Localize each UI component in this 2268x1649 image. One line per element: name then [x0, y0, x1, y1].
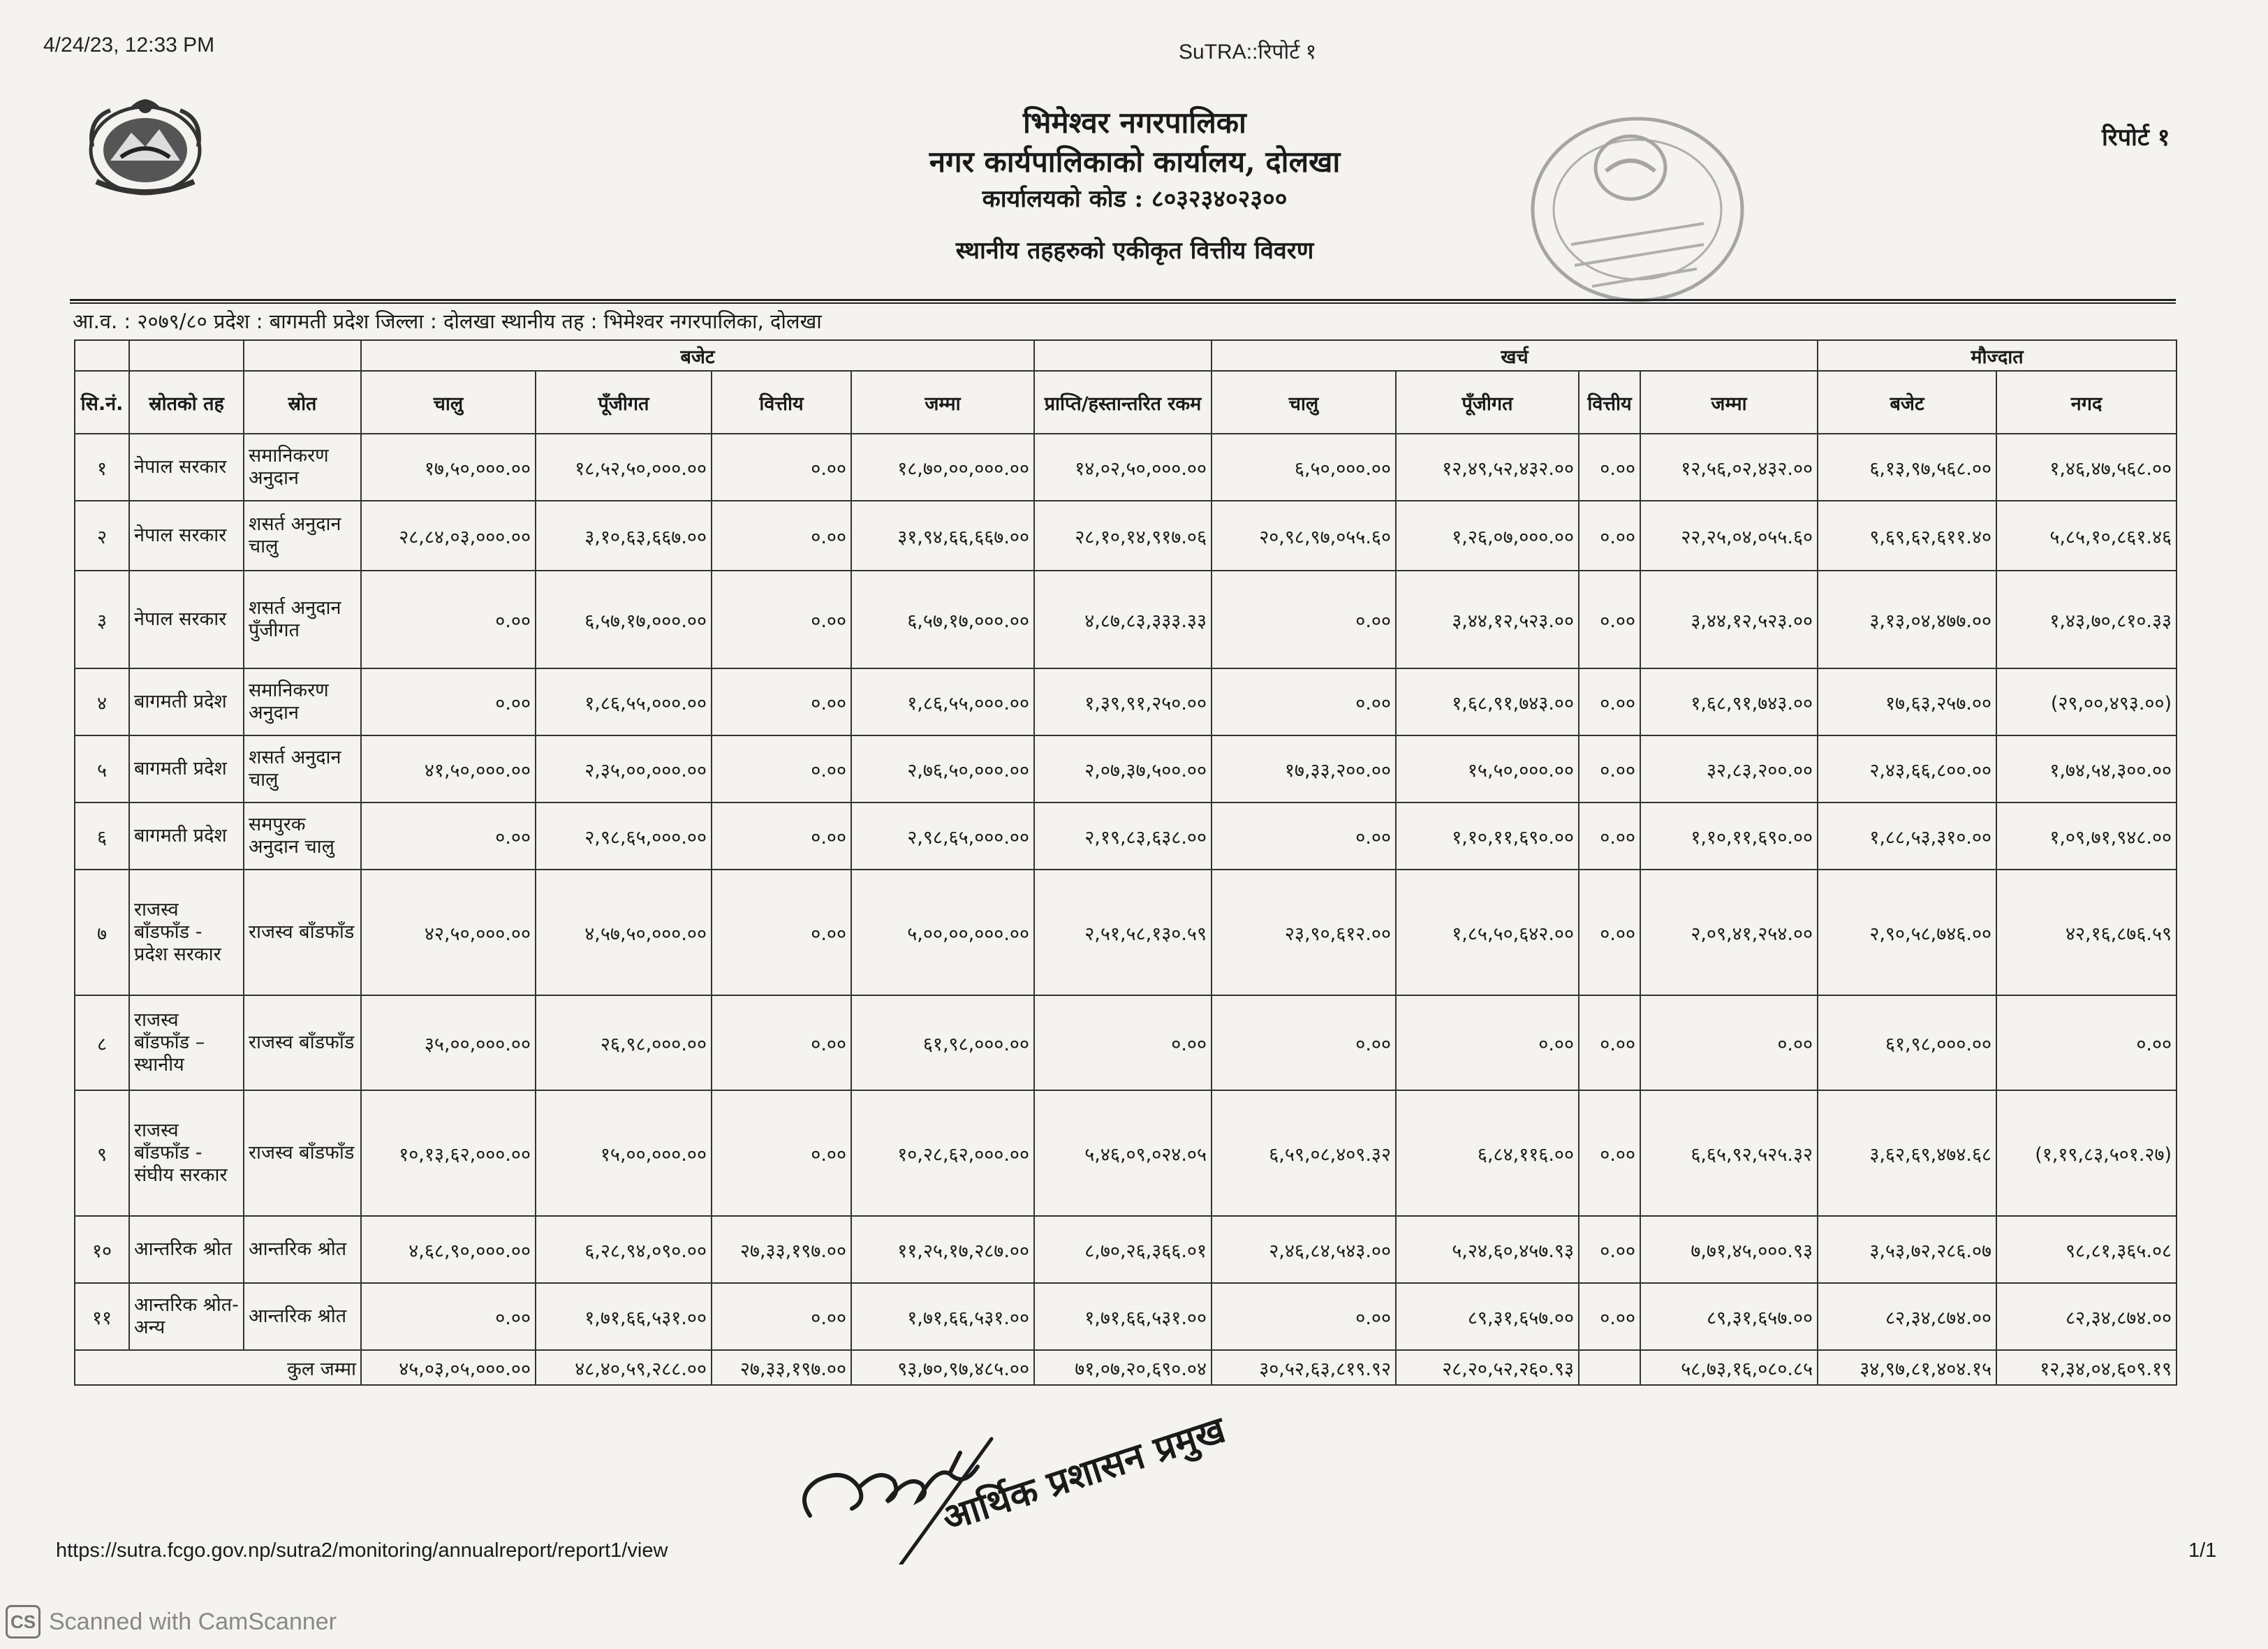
header-rule — [70, 299, 2176, 304]
amount-cell: ०.०० — [712, 1090, 851, 1216]
amount-cell: ०.०० — [712, 668, 851, 735]
page-number: 1/1 — [2188, 1539, 2217, 1562]
amount-cell: ०.०० — [1579, 501, 1640, 571]
total-cell: ५८,७३,१६,०८०.८५ — [1640, 1350, 1818, 1385]
source-level-cell: नेपाल सरकार — [129, 501, 244, 571]
source-cell: समानिकरण अनुदान — [244, 434, 361, 501]
total-cell: २८,२०,५२,२६०.९३ — [1396, 1350, 1579, 1385]
amount-cell: १०,१३,६२,०००.०० — [361, 1090, 536, 1216]
group-header-balance: मौज्दात — [1818, 340, 2177, 371]
table-row — [75, 668, 2177, 735]
col-header-exp-total: जम्मा — [1640, 371, 1818, 434]
corner-cell — [129, 340, 244, 371]
amount-cell: ०.०० — [1579, 1216, 1640, 1283]
group-header-budget: बजेट — [361, 340, 1034, 371]
amount-cell: ०.०० — [1212, 668, 1396, 735]
amount-cell: ६१,९८,०००.०० — [1818, 995, 1996, 1090]
amount-cell: १,७४,५४,३००.०० — [1996, 735, 2177, 802]
source-level-cell: बागमती प्रदेश — [129, 802, 244, 870]
total-cell: ३०,५२,६३,८१९.९२ — [1212, 1350, 1396, 1385]
amount-cell: १,८५,५०,६४२.०० — [1396, 870, 1579, 995]
amount-cell: ०.०० — [1579, 995, 1640, 1090]
nepal-emblem-icon — [82, 91, 208, 203]
table-row — [75, 1283, 2177, 1350]
amount-cell: ८२,३४,८७४.०० — [1818, 1283, 1996, 1350]
amount-cell: ०.०० — [1579, 1090, 1640, 1216]
signatory-title: आर्थिक प्रशासन प्रमुख — [937, 1408, 1231, 1540]
amount-cell: २,९८,६५,०००.०० — [851, 802, 1034, 870]
amount-cell: ०.०० — [712, 802, 851, 870]
source-level-cell: नेपाल सरकार — [129, 434, 244, 501]
amount-cell: ०.०० — [1579, 870, 1640, 995]
scanner-text: Scanned with CamScanner — [49, 1608, 337, 1635]
total-cell: ७१,०७,२०,६९०.०४ — [1034, 1350, 1212, 1385]
amount-cell: ८,७०,२६,३६६.०१ — [1034, 1216, 1212, 1283]
amount-cell: ९८,८१,३६५.०८ — [1996, 1216, 2177, 1283]
amount-cell: ०.०० — [1579, 434, 1640, 501]
amount-cell: १,८६,५५,०००.०० — [851, 668, 1034, 735]
total-cell: ३४,९७,८१,४०४.१५ — [1818, 1350, 1996, 1385]
amount-cell: ०.०० — [712, 571, 851, 668]
sn-cell: ६ — [75, 802, 129, 870]
amount-cell: १०,२८,६२,०००.०० — [851, 1090, 1034, 1216]
amount-cell: ३,६२,६९,४७४.६८ — [1818, 1090, 1996, 1216]
source-cell: समपुरक अनुदान चालु — [244, 802, 361, 870]
amount-cell: २,७६,५०,०००.०० — [851, 735, 1034, 802]
amount-cell: १५,००,०००.०० — [536, 1090, 712, 1216]
amount-cell: ०.०० — [1640, 995, 1818, 1090]
fiscal-info-line: आ.व. : २०७९/८० प्रदेश : बागमती प्रदेश जिल्ला : दोलखा स्थानीय तह : भिमेश्वर नगरपालिका, दोलखा — [73, 309, 822, 333]
amount-cell: ०.०० — [712, 501, 851, 571]
table-row — [75, 802, 2177, 870]
org-name: भिमेश्वर नगरपालिका — [1023, 105, 1246, 140]
amount-cell: ०.०० — [712, 870, 851, 995]
amount-cell: १,३९,९१,२५०.०० — [1034, 668, 1212, 735]
amount-cell: ०.०० — [1212, 1283, 1396, 1350]
source-cell: आन्तरिक श्रोत — [244, 1283, 361, 1350]
source-cell: शसर्त अनुदान चालु — [244, 735, 361, 802]
sn-cell: २ — [75, 501, 129, 571]
source-cell: शसर्त अनुदान पुँजीगत — [244, 571, 361, 668]
amount-cell: १८,५२,५०,०००.०० — [536, 434, 712, 501]
amount-cell: ३,१३,०४,४७७.०० — [1818, 571, 1996, 668]
report-label: रिपोर्ट १ — [2102, 124, 2170, 152]
amount-cell: ०.०० — [1579, 571, 1640, 668]
amount-cell: १५,५०,०००.०० — [1396, 735, 1579, 802]
group-header-empty — [1034, 340, 1212, 371]
amount-cell: ४,६८,९०,०००.०० — [361, 1216, 536, 1283]
amount-cell: २०,९८,९७,०५५.६० — [1212, 501, 1396, 571]
amount-cell: ४२,५०,०००.०० — [361, 870, 536, 995]
amount-cell: २२,२५,०४,०५५.६० — [1640, 501, 1818, 571]
corner-cell — [75, 340, 129, 371]
app-title: SuTRA::रिपोर्ट १ — [1179, 41, 1317, 64]
source-cell: आन्तरिक श्रोत — [244, 1216, 361, 1283]
sn-cell: ४ — [75, 668, 129, 735]
table-body — [75, 434, 2177, 1350]
amount-cell: २६,९८,०००.०० — [536, 995, 712, 1090]
amount-cell: ६,५७,१७,०००.०० — [851, 571, 1034, 668]
amount-cell: ८२,३४,८७४.०० — [1996, 1283, 2177, 1350]
amount-cell: ०.०० — [1034, 995, 1212, 1090]
amount-cell: २,१९,८३,६३८.०० — [1034, 802, 1212, 870]
report-title: स्थानीय तहहरुको एकीकृत वित्तीय विवरण — [955, 237, 1314, 265]
sn-cell: ११ — [75, 1283, 129, 1350]
amount-cell: ०.०० — [1212, 571, 1396, 668]
table-row — [75, 434, 2177, 501]
amount-cell: ३५,००,०००.०० — [361, 995, 536, 1090]
total-cell: ९३,७०,९७,४८५.०० — [851, 1350, 1034, 1385]
amount-cell: २,३५,००,०००.०० — [536, 735, 712, 802]
amount-cell: १८,७०,००,०००.०० — [851, 434, 1034, 501]
total-label: कुल जम्मा — [75, 1350, 361, 1385]
amount-cell: ३,४४,१२,५२३.०० — [1640, 571, 1818, 668]
amount-cell: ०.०० — [361, 1283, 536, 1350]
amount-cell: १२,५६,०२,४३२.०० — [1640, 434, 1818, 501]
col-header-budget-current: चालु — [361, 371, 536, 434]
amount-cell: १,७१,६६,५३१.०० — [1034, 1283, 1212, 1350]
amount-cell: १,१०,११,६९०.०० — [1640, 802, 1818, 870]
amount-cell: ०.०० — [361, 668, 536, 735]
table-row — [75, 995, 2177, 1090]
amount-cell: ६,८४,११६.०० — [1396, 1090, 1579, 1216]
amount-cell: ०.०० — [361, 802, 536, 870]
amount-cell: १७,३३,२००.०० — [1212, 735, 1396, 802]
amount-cell: (१,१९,८३,५०१.२७) — [1996, 1090, 2177, 1216]
sn-cell: ९ — [75, 1090, 129, 1216]
source-level-cell: बागमती प्रदेश — [129, 735, 244, 802]
sn-cell: १ — [75, 434, 129, 501]
amount-cell: २,०७,३७,५००.०० — [1034, 735, 1212, 802]
amount-cell: ०.०० — [712, 434, 851, 501]
table-row — [75, 1090, 2177, 1216]
amount-cell: १४,०२,५०,०००.०० — [1034, 434, 1212, 501]
source-level-cell: बागमती प्रदेश — [129, 668, 244, 735]
table-row — [75, 735, 2177, 802]
total-cell: ४८,४०,५९,२८८.०० — [536, 1350, 712, 1385]
amount-cell: ०.०० — [1212, 995, 1396, 1090]
financial-statement-table — [74, 339, 2177, 1386]
amount-cell: ४१,५०,०००.०० — [361, 735, 536, 802]
col-header-exp-capital: पूँजीगत — [1396, 371, 1579, 434]
amount-cell: ०.०० — [1996, 995, 2177, 1090]
amount-cell: ५,००,००,०००.०० — [851, 870, 1034, 995]
table-row — [75, 571, 2177, 668]
amount-cell: २,५१,५८,१३०.५९ — [1034, 870, 1212, 995]
office-seal-icon — [1508, 105, 1767, 342]
amount-cell: ८९,३१,६५७.०० — [1640, 1283, 1818, 1350]
amount-cell: १,४३,७०,८१०.३३ — [1996, 571, 2177, 668]
amount-cell: ०.०० — [361, 571, 536, 668]
amount-cell: ६,२८,९४,०९०.०० — [536, 1216, 712, 1283]
amount-cell: ३,५३,७२,२८६.०७ — [1818, 1216, 1996, 1283]
amount-cell: २८,८४,०३,०००.०० — [361, 501, 536, 571]
amount-cell: ४,५७,५०,०००.०० — [536, 870, 712, 995]
col-header-budget-total: जम्मा — [851, 371, 1034, 434]
total-cell: २७,३३,१९७.०० — [712, 1350, 851, 1385]
amount-cell: १७,५०,०००.०० — [361, 434, 536, 501]
col-header-budget-capital: पूँजीगत — [536, 371, 712, 434]
amount-cell: ०.०० — [1579, 668, 1640, 735]
total-cell: ४५,०३,०५,०००.०० — [361, 1350, 536, 1385]
col-header-source-level: स्रोतको तह — [129, 371, 244, 434]
col-header-exp-financial: वित्तीय — [1579, 371, 1640, 434]
source-level-cell: आन्तरिक श्रोत — [129, 1216, 244, 1283]
amount-cell: ३,१०,६३,६६७.०० — [536, 501, 712, 571]
col-header-sn: सि.नं. — [75, 371, 129, 434]
org-code: कार्यालयको कोड : ८०३२३४०२३०० — [982, 185, 1288, 213]
amount-cell: ०.०० — [712, 995, 851, 1090]
source-level-cell: आन्तरिक श्रोत-अन्य — [129, 1283, 244, 1350]
amount-cell: ९,६९,६२,६११.४० — [1818, 501, 1996, 571]
amount-cell: २,०९,४१,२५४.०० — [1640, 870, 1818, 995]
amount-cell: २,९८,६५,०००.०० — [536, 802, 712, 870]
amount-cell: १२,४९,५२,४३२.०० — [1396, 434, 1579, 501]
amount-cell: ८९,३१,६५७.०० — [1396, 1283, 1579, 1350]
amount-cell: ०.०० — [1212, 802, 1396, 870]
amount-cell: १,०९,७१,९४८.०० — [1996, 802, 2177, 870]
amount-cell: १,६८,९१,७४३.०० — [1640, 668, 1818, 735]
amount-cell: ६,१३,९७,५६८.०० — [1818, 434, 1996, 501]
amount-cell: १७,६३,२५७.०० — [1818, 668, 1996, 735]
table-row — [75, 870, 2177, 995]
amount-cell: (२९,००,४९३.००) — [1996, 668, 2177, 735]
source-url[interactable]: https://sutra.fcgo.gov.np/sutra2/monitoring/annualreport/report1/view — [56, 1539, 668, 1562]
amount-cell: १,६८,९१,७४३.०० — [1396, 668, 1579, 735]
corner-cell — [244, 340, 361, 371]
amount-cell: ६१,९८,०००.०० — [851, 995, 1034, 1090]
amount-cell: ६,५९,०८,४०९.३२ — [1212, 1090, 1396, 1216]
amount-cell: ५,४६,०९,०२४.०५ — [1034, 1090, 1212, 1216]
amount-cell: ५,२४,६०,४५७.९३ — [1396, 1216, 1579, 1283]
col-header-received: प्राप्ति/हस्तान्तरित रकम — [1034, 371, 1212, 434]
total-cell — [1579, 1350, 1640, 1385]
amount-cell: ०.०० — [712, 1283, 851, 1350]
amount-cell: ०.०० — [1396, 995, 1579, 1090]
col-header-exp-current: चालु — [1212, 371, 1396, 434]
amount-cell: १,८६,५५,०००.०० — [536, 668, 712, 735]
amount-cell: ६,५०,०००.०० — [1212, 434, 1396, 501]
table-row — [75, 1216, 2177, 1283]
source-cell: राजस्व बाँडफाँड — [244, 1090, 361, 1216]
amount-cell: १,१०,११,६९०.०० — [1396, 802, 1579, 870]
amount-cell: ०.०० — [1579, 802, 1640, 870]
amount-cell: २,४६,८४,५४३.०० — [1212, 1216, 1396, 1283]
col-header-source: स्रोत — [244, 371, 361, 434]
amount-cell: ०.०० — [712, 735, 851, 802]
amount-cell: ३,४४,१२,५२३.०० — [1396, 571, 1579, 668]
source-cell: समानिकरण अनुदान — [244, 668, 361, 735]
source-cell: राजस्व बाँडफाँड — [244, 995, 361, 1090]
amount-cell: २७,३३,१९७.०० — [712, 1216, 851, 1283]
amount-cell: २,४३,६६,८००.०० — [1818, 735, 1996, 802]
amount-cell: १,८८,५३,३१०.०० — [1818, 802, 1996, 870]
amount-cell: ५,८५,१०,८६१.४६ — [1996, 501, 2177, 571]
group-header-expense: खर्च — [1212, 340, 1818, 371]
sn-cell: ५ — [75, 735, 129, 802]
source-cell: राजस्व बाँडफाँड — [244, 870, 361, 995]
col-header-bal-budget: बजेट — [1818, 371, 1996, 434]
amount-cell: २८,१०,१४,९१७.०६ — [1034, 501, 1212, 571]
source-cell: शसर्त अनुदान चालु — [244, 501, 361, 571]
col-header-bal-cash: नगद — [1996, 371, 2177, 434]
amount-cell: ६,५७,१७,०००.०० — [536, 571, 712, 668]
source-level-cell: राजस्व बाँडफाँड - प्रदेश सरकार — [129, 870, 244, 995]
sn-cell: ८ — [75, 995, 129, 1090]
amount-cell: ३१,९४,६६,६६७.०० — [851, 501, 1034, 571]
camscanner-logo-icon: CS — [6, 1605, 40, 1639]
amount-cell: ४२,१६,८७६.५९ — [1996, 870, 2177, 995]
col-header-budget-financial: वित्तीय — [712, 371, 851, 434]
amount-cell: २३,९०,६१२.०० — [1212, 870, 1396, 995]
amount-cell: १,२६,०७,०००.०० — [1396, 501, 1579, 571]
amount-cell: ७,७१,४५,०००.९३ — [1640, 1216, 1818, 1283]
amount-cell: १,७१,६६,५३१.०० — [536, 1283, 712, 1350]
scanner-watermark — [6, 1604, 337, 1640]
sn-cell: ३ — [75, 571, 129, 668]
table-row — [75, 501, 2177, 571]
amount-cell: ०.०० — [1579, 1283, 1640, 1350]
amount-cell: २,९०,५८,७४६.०० — [1818, 870, 1996, 995]
organization-header — [733, 103, 1536, 217]
amount-cell: १,७१,६६,५३१.०० — [851, 1283, 1034, 1350]
org-office: नगर कार्यपालिकाको कार्यालय, दोलखा — [929, 145, 1341, 179]
source-level-cell: नेपाल सरकार — [129, 571, 244, 668]
total-row — [75, 1350, 2177, 1385]
source-level-cell: राजस्व बाँडफाँड - संघीय सरकार — [129, 1090, 244, 1216]
amount-cell: ४,८७,८३,३३३.३३ — [1034, 571, 1212, 668]
source-level-cell: राजस्व बाँडफाँड – स्थानीय — [129, 995, 244, 1090]
amount-cell: १,४६,४७,५६८.०० — [1996, 434, 2177, 501]
amount-cell: ११,२५,१७,२८७.०० — [851, 1216, 1034, 1283]
total-cell: १२,३४,०४,६०९.१९ — [1996, 1350, 2177, 1385]
sn-cell: ७ — [75, 870, 129, 995]
amount-cell: ६,६५,९२,५२५.३२ — [1640, 1090, 1818, 1216]
amount-cell: ०.०० — [1579, 735, 1640, 802]
sn-cell: १० — [75, 1216, 129, 1283]
amount-cell: ३२,८३,२००.०० — [1640, 735, 1818, 802]
print-datetime: 4/24/23, 12:33 PM — [43, 34, 215, 57]
